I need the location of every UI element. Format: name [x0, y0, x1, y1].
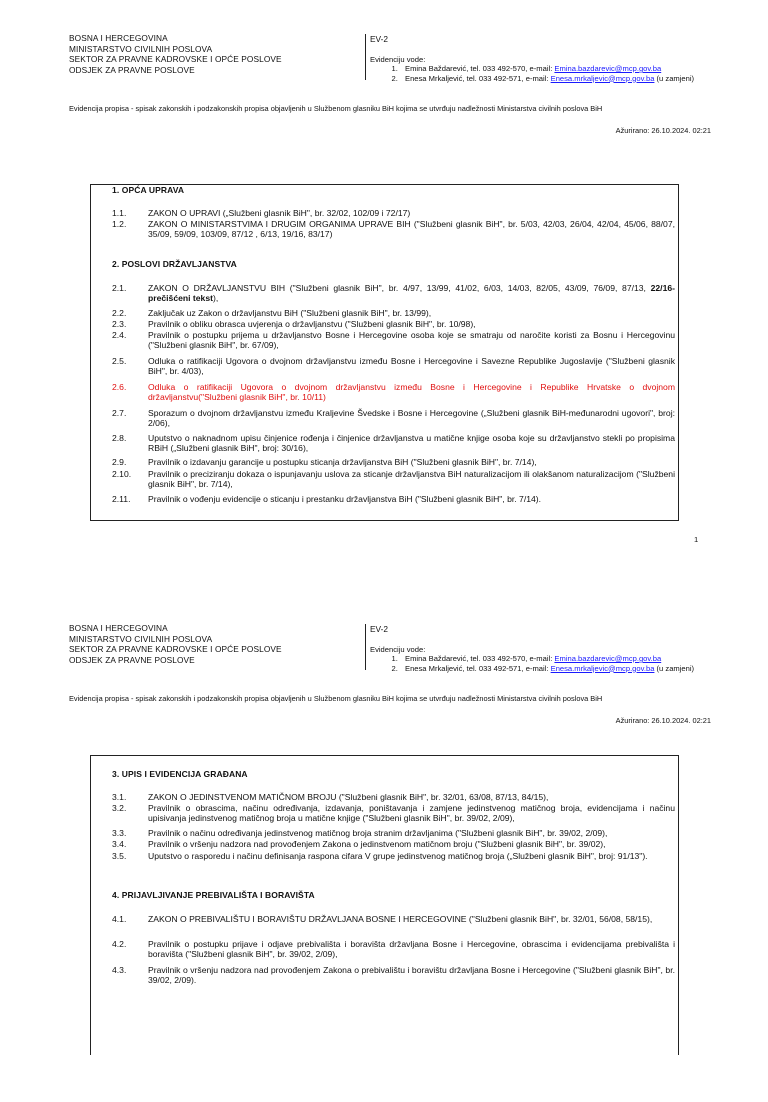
- institution-header: [69, 33, 282, 75]
- header-line: BOSNA I HERCEGOVINA: [69, 33, 168, 43]
- list-item: [112, 793, 675, 803]
- page-number: 1: [694, 535, 699, 544]
- email-link[interactable]: Enesa.mrkaljevic@mcp.gov.ba: [550, 663, 655, 673]
- contact-text: Emina Baždarević, tel. 033 492-570, e-mail:: [405, 654, 555, 663]
- item-text-bold: 22/16-prečišćeni tekst: [148, 283, 675, 303]
- item-text: ZAKON O MINISTARSTVIMA I DRUGIM ORGANIMA UPRAVE BIH ("Službeni glasnik BiH", br. 5/03, 42/03, 26/04, 42/04, 45/06, 88/07, 35/09, 59/09, 103/09, 87/12 , 6/13, 19/16, 83/17): [148, 219, 675, 239]
- list-item: [112, 357, 675, 376]
- list-item: [112, 458, 675, 468]
- item-text: Pravilnik o preciziranju dokaza o ispunjavanju uslova za sticanje državljanstva BiH naturalizacijom ili olakšanom naturalizacijom ("Službeni glasnik BiH", br. 7/14),: [148, 469, 675, 489]
- contacts-list: [370, 654, 694, 673]
- document-description: Evidencija propisa - spisak zakonskih i podzakonskih propisa objavljenih u Službenom glasniku BiH kojima se utvrđuju nadležnosti Ministarstva civilnih poslova BiH: [69, 104, 603, 113]
- item-number: 3.3.: [112, 828, 127, 838]
- updated-timestamp: Ažurirano: 26.10.2024. 02:21: [615, 126, 711, 135]
- list-item: [112, 966, 675, 985]
- item-text-main: ZAKON O DRŽAVLJANSTVU BIH ("Službeni glasnik BiH", br. 4/97, 13/99, 41/02, 6/03, 14/03, 82/05, 43/09, 76/09, 87/13,: [148, 283, 646, 293]
- item-text: Pravilnik o postupku prijema u državljanstvo Bosne i Hercegovine osoba koje se smatraju od naročite koristi za Bosnu i Hercegovinu ("Službeni glasnik BiH", br. 67/09),: [148, 330, 675, 350]
- item-number: 1.1.: [112, 208, 127, 218]
- list-item: [112, 915, 675, 925]
- section-heading: 1. OPĆA UPRAVA: [112, 185, 185, 195]
- contact-text: Enesa Mrkaljević, tel. 033 492-571, e-mail:: [405, 663, 551, 673]
- item-text: ZAKON O JEDINSTVENOM MATIČNOM BROJU ("Službeni glasnik BiH", br. 32/01, 63/08, 87/13, 84/15),: [148, 792, 549, 802]
- document-code: EV-2: [370, 624, 388, 634]
- item-number: 2.2.: [112, 308, 127, 318]
- list-item: [112, 495, 675, 505]
- list-item: [112, 434, 675, 453]
- item-number: 2.11.: [112, 494, 131, 504]
- document-info: [370, 35, 694, 83]
- section-heading: 2. POSLOVI DRŽAVLJANSTVA: [112, 259, 237, 269]
- item-number: 2.8.: [112, 433, 127, 443]
- item-number: 2.3.: [112, 319, 127, 329]
- header-line: MINISTARSTVO CIVILNIH POSLOVA: [69, 633, 213, 644]
- header-line: BOSNA I HERCEGOVINA: [69, 623, 168, 633]
- document-info: [370, 625, 694, 673]
- list-item: [112, 940, 675, 959]
- list-item: [112, 309, 675, 319]
- document-code: EV-2: [370, 34, 388, 44]
- section-heading: 4. PRIJAVLJIVANJE PREBIVALIŠTA I BORAVIŠTA: [112, 890, 315, 900]
- item-text-suffix: ),: [212, 292, 219, 303]
- list-item: [112, 409, 675, 428]
- item-text: Pravilnik o vršenju nadzora nad provođenjem Zakona o prebivalištu i boravištu državljana Bosne i Hercegovine ("Službeni glasnik BiH", br. 39/02, 2/09).: [148, 965, 675, 985]
- contact-suffix: (u zamjeni): [654, 663, 695, 673]
- item-number: 3.2.: [112, 803, 127, 813]
- contact-text: Emina Baždarević, tel. 033 492-570, e-mail:: [405, 64, 555, 73]
- list-item: [112, 470, 675, 489]
- list-item: [112, 220, 675, 239]
- item-text: Uputstvo o naknadnom upisu činjenice rođenja i činjenice državljanstva u matične knjige osoba koje su državljanstvo stekli po propisima RBiH („Službeni glasnik BiH", broj: 30/16),: [148, 433, 675, 453]
- item-text: Pravilnik o obliku obrasca uvjerenja o državljanstvu ("Službeni glasnik BiH", br. 10/98),: [148, 319, 476, 329]
- contacts-label: Evidenciju vode:: [370, 54, 426, 64]
- item-text: Pravilnik o vođenju evidencije o sticanju i prestanku državljanstva BiH ("Službeni glasnik BiH", br. 7/14).: [148, 494, 542, 504]
- institution-header: [69, 623, 282, 665]
- contact-item: [400, 64, 694, 74]
- item-text: ZAKON O UPRAVI („Službeni glasnik BiH", br. 32/02, 102/09 i 72/17): [148, 208, 411, 218]
- item-number: 4.2.: [112, 939, 127, 949]
- item-text: ZAKON O PREBIVALIŠTU I BORAVIŠTU DRŽAVLJANA BOSNE I HERCEGOVINE ("Službeni glasnik BiH", br. 32/01, 56/08, 58/15),: [148, 914, 653, 924]
- item-number: 3.1.: [112, 792, 127, 802]
- contact-item: [400, 74, 694, 84]
- item-text: Uputstvo o rasporedu i načinu definisanja raspona cifara V grupe jedinstvenog matičnog broja („Službeni glasnik BiH", broj: 91/13").: [148, 851, 648, 861]
- header-divider: [365, 34, 366, 80]
- item-number: 1.2.: [112, 219, 127, 229]
- item-number: 3.4.: [112, 839, 127, 849]
- contact-item: [400, 654, 694, 664]
- section-heading: 3. UPIS I EVIDENCIJA GRAĐANA: [112, 769, 248, 779]
- regulations-box: [90, 184, 679, 521]
- list-item: [112, 852, 675, 862]
- item-text: Sporazum o dvojnom državljanstvu između Kraljevine Švedske i Bosne i Hercegovine („Službeni glasnik BiH-međunarodni ugovori", broj: 2/06),: [148, 408, 675, 428]
- list-item: [112, 284, 675, 303]
- item-text: Pravilnik o obrascima, načinu određivanja, izdavanja, poništavanja i zamjene jedinstvenog matičnog broja, evidencijama i načinu upisivanja jedinstvenog matičnog broja u matične knjige ("Službeni glasnik BiH", br. 39/02, 2/09),: [148, 803, 675, 823]
- list-item-highlighted: [112, 383, 675, 402]
- list-item: [112, 320, 675, 330]
- document-page-2: [0, 590, 768, 1102]
- item-number: 2.1.: [112, 283, 127, 293]
- header-divider: [365, 624, 366, 670]
- contact-text: Enesa Mrkaljević, tel. 033 492-571, e-mail:: [405, 73, 551, 83]
- item-number: 4.3.: [112, 965, 127, 975]
- regulations-box: [90, 755, 679, 1055]
- item-text: Pravilnik o načinu određivanja jedinstvenog matičnog broja stranim državljanima ("Službeni glasnik BiH", br. 39/02, 2/09),: [148, 828, 608, 838]
- list-item: [112, 209, 675, 219]
- email-link[interactable]: Emina.bazdarevic@mcp.gov.ba: [554, 64, 662, 73]
- contact-suffix: (u zamjeni): [654, 73, 695, 83]
- updated-timestamp: Ažurirano: 26.10.2024. 02:21: [615, 716, 711, 725]
- item-number: 2.7.: [112, 408, 127, 418]
- item-text: Pravilnik o izdavanju garancije u postupku sticanja državljanstva BiH ("Službeni glasnik BiH", br. 7/14),: [148, 457, 537, 467]
- email-link[interactable]: Enesa.mrkaljevic@mcp.gov.ba: [550, 73, 655, 83]
- item-number: 4.1.: [112, 914, 127, 924]
- item-text: Zaključak uz Zakon o državljanstvu BiH ("Službeni glasnik BiH", br. 13/99),: [148, 308, 432, 318]
- item-text: [148, 284, 675, 303]
- list-item: [112, 331, 675, 350]
- header-line: ODSJEK ZA PRAVNE POSLOVE: [69, 64, 195, 75]
- item-text: Pravilnik o postupku prijave i odjave prebivališta i boravišta državljana Bosne i Hercegovine, obrascima i evidencijama prebivališta i boravišta ("Službeni glasnik BiH", br. 39/02, 2/09),: [148, 939, 675, 959]
- header-line: SEKTOR ZA PRAVNE KADROVSKE I OPĆE POSLOVE: [69, 54, 282, 65]
- contacts-list: [370, 64, 694, 83]
- list-item: [112, 804, 675, 823]
- list-item: [112, 829, 675, 839]
- item-number: 3.5.: [112, 851, 127, 861]
- item-number: 2.9.: [112, 457, 127, 467]
- header-line: MINISTARSTVO CIVILNIH POSLOVA: [69, 43, 213, 54]
- document-description: Evidencija propisa - spisak zakonskih i podzakonskih propisa objavljenih u Službenom glasniku BiH kojima se utvrđuju nadležnosti Ministarstva civilnih poslova BiH: [69, 694, 603, 703]
- contact-item: [400, 664, 694, 674]
- list-item: [112, 840, 675, 850]
- item-number: 2.10.: [112, 469, 132, 479]
- header-line: ODSJEK ZA PRAVNE POSLOVE: [69, 654, 195, 665]
- contacts-label: Evidenciju vode:: [370, 644, 426, 654]
- header-line: SEKTOR ZA PRAVNE KADROVSKE I OPĆE POSLOVE: [69, 644, 282, 655]
- item-text: Pravilnik o vršenju nadzora nad provođenjem Zakona o jedinstvenom matičnom broju ("Službeni glasnik BiH", br. 39/02),: [148, 839, 606, 849]
- item-text: Odluka o ratifikaciji Ugovora o dvojnom državljanstvu između Bosne i Hercegovine i Savezne Republike Jugoslavije ("Službeni glasnik BiH", br. 4/03),: [148, 356, 675, 376]
- item-number: 2.5.: [112, 356, 127, 366]
- document-page-1: [0, 0, 768, 544]
- item-number: 2.4.: [112, 330, 127, 340]
- item-text: Odluka o ratifikaciji Ugovora o dvojnom državljanstvu između Bosne i Hercegovine i Republike Hrvatske o dvojnom državljanstvu("Službeni glasnik BiH", br. 10/11): [148, 382, 675, 402]
- email-link[interactable]: Emina.bazdarevic@mcp.gov.ba: [554, 654, 662, 663]
- item-number: 2.6.: [112, 382, 127, 392]
